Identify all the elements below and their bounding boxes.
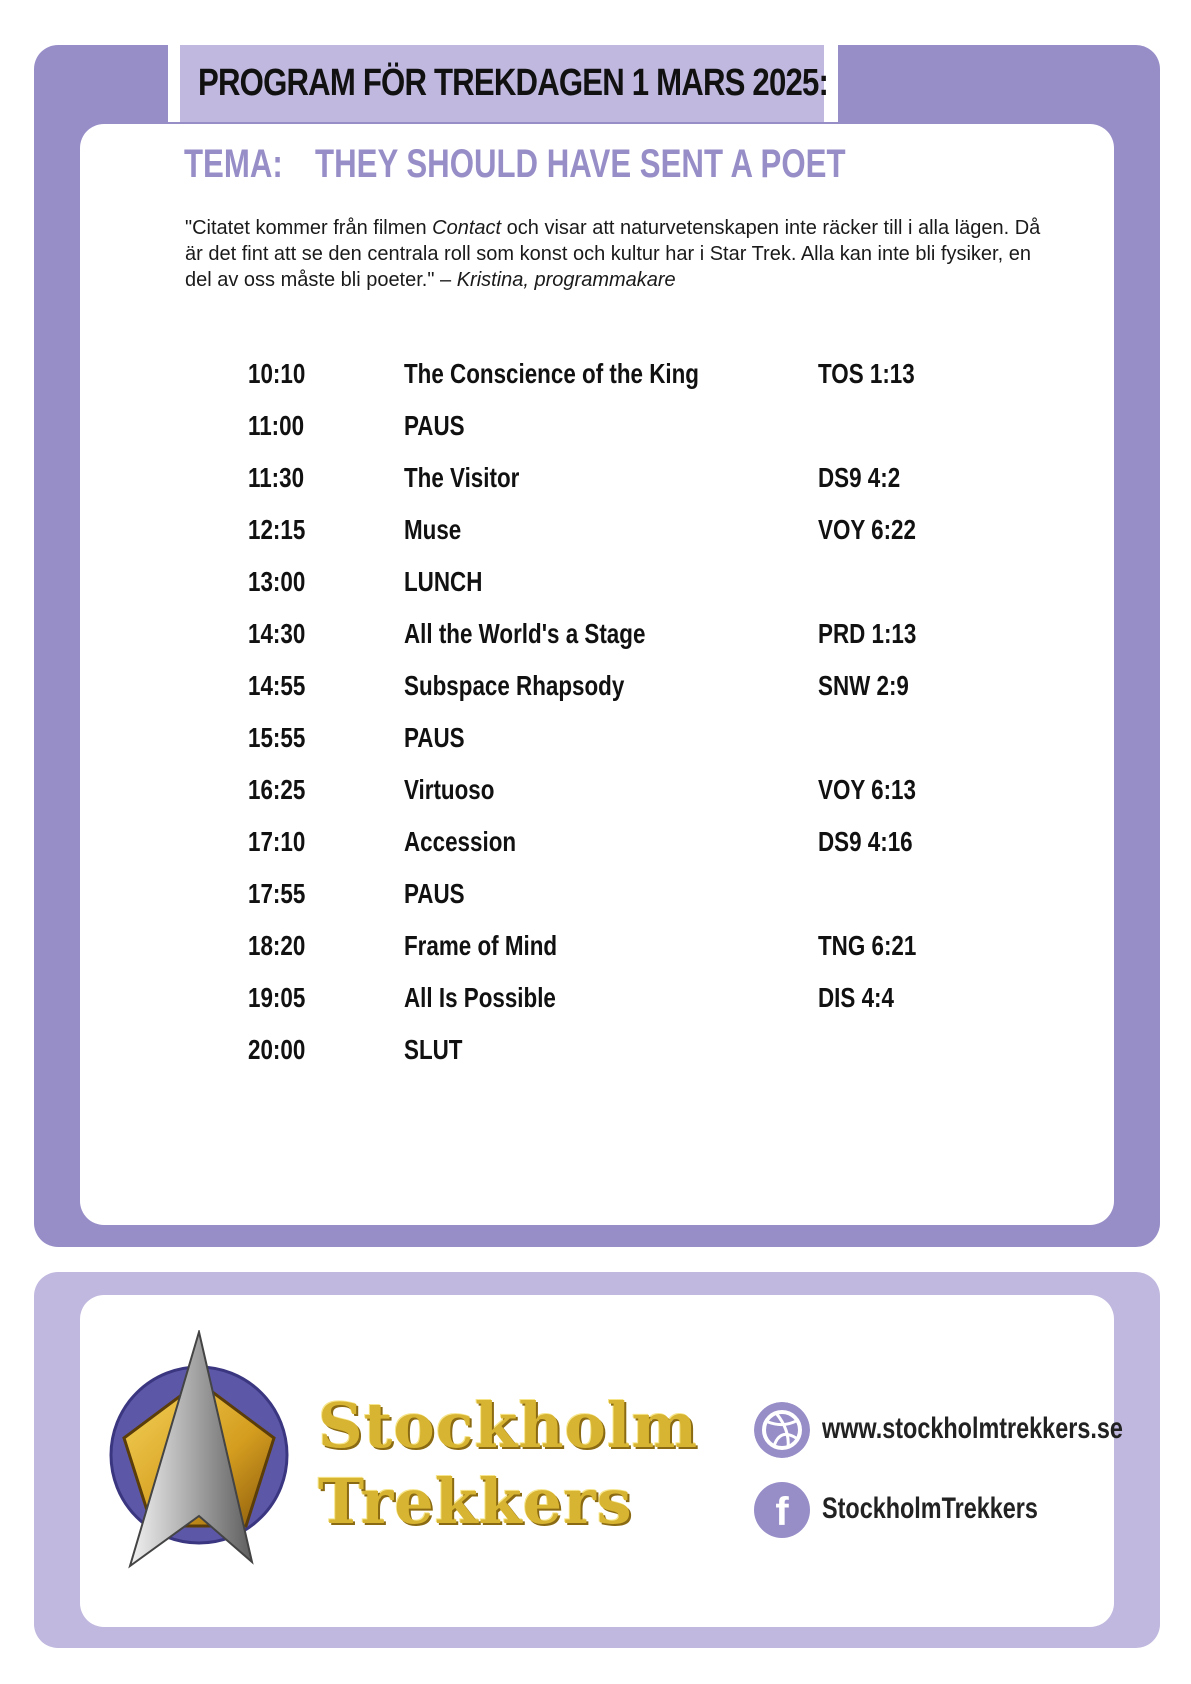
theme-label: TEMA: [184,142,283,186]
schedule-title: Accession [404,826,517,857]
brand-line-1: Stockholm [318,1389,699,1462]
schedule-row [248,566,1048,618]
schedule-title: Virtuoso [404,774,495,805]
schedule-time: 15:55 [248,722,306,753]
schedule-time: 20:00 [248,1034,306,1065]
schedule-time: 16:25 [248,774,306,805]
schedule-title: The Conscience of the King [404,358,699,389]
schedule-title: PAUS [404,722,465,753]
schedule-time: 14:30 [248,618,306,649]
schedule-time: 11:00 [248,410,305,441]
schedule-title: All Is Possible [404,982,556,1013]
schedule-title: PAUS [404,878,465,909]
schedule-row [248,982,1048,1034]
dribbble-icon [754,1402,810,1458]
quote-author: Kristina, programmakare [456,269,676,291]
schedule-time: 19:05 [248,982,306,1013]
schedule-code: DS9 4:16 [818,826,913,857]
schedule-row [248,722,1048,774]
schedule-row [248,774,1048,826]
page-title: PROGRAM FÖR TREKDAGEN 1 MARS 2025: [198,62,829,104]
schedule-row [248,462,1048,514]
brand-line-2: Trekkers [318,1465,633,1538]
schedule-code: DIS 4:4 [818,982,894,1013]
schedule-title: LUNCH [404,566,483,597]
delta-logo-icon [104,1330,294,1570]
schedule-row [248,878,1048,930]
schedule-title: Muse [404,514,462,545]
quote-part-2: och visar att naturvetenskapen inte räcker till i alla lägen. Då är det fint att se den centrala roll som konst och kultur har i Star Trek. Alla kan inte bli fysiker, en del av oss måste bli poeter." – [185,217,1041,291]
schedule-row [248,618,1048,670]
title-tab [168,45,838,122]
schedule-row [248,930,1048,982]
facebook-label: StockholmTrekkers [822,1492,1038,1525]
schedule-code: PRD 1:13 [818,618,917,649]
schedule-row [248,410,1048,462]
schedule-code: SNW 2:9 [818,670,909,701]
quote-part-1: "Citatet kommer från filmen [185,217,433,239]
schedule-time: 11:30 [248,462,305,493]
schedule-title: Subspace Rhapsody [404,670,625,701]
schedule-title: All the World's a Stage [404,618,646,649]
theme-quote [185,215,1045,293]
facebook-icon: f [754,1482,810,1538]
schedule-time: 17:55 [248,878,306,909]
brand-wordmark [318,1388,698,1540]
theme-value: THEY SHOULD HAVE SENT A POET [315,142,846,186]
theme-heading [184,142,846,186]
schedule-title: PAUS [404,410,465,441]
schedule-row [248,826,1048,878]
schedule-time: 18:20 [248,930,306,961]
schedule-list [248,358,1048,1086]
schedule-time: 12:15 [248,514,306,545]
quote-film: Contact [432,217,502,239]
schedule-time: 14:55 [248,670,306,701]
schedule-time: 17:10 [248,826,306,857]
schedule-row [248,1034,1048,1086]
schedule-time: 10:10 [248,358,306,389]
schedule-code: DS9 4:2 [818,462,901,493]
website-label: www.stockholmtrekkers.se [822,1412,1123,1445]
schedule-row [248,514,1048,566]
schedule-row [248,670,1048,722]
schedule-code: TOS 1:13 [818,358,915,389]
schedule-code: VOY 6:13 [818,774,916,805]
schedule-code: VOY 6:22 [818,514,916,545]
schedule-title: Frame of Mind [404,930,558,961]
schedule-title: The Visitor [404,462,520,493]
schedule-code: TNG 6:21 [818,930,917,961]
schedule-row [248,358,1048,410]
schedule-time: 13:00 [248,566,306,597]
schedule-title: SLUT [404,1034,463,1065]
